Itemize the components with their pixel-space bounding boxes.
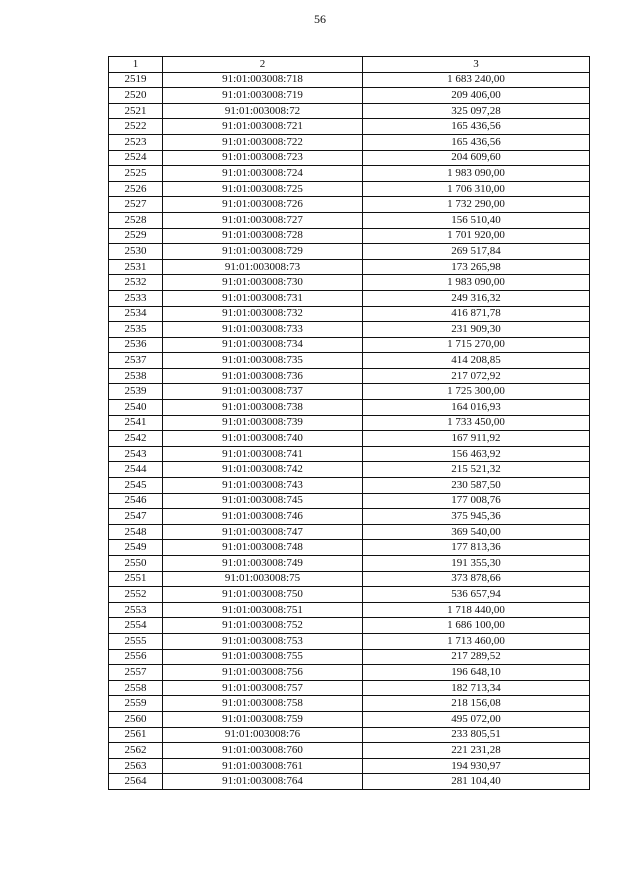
cadastral-number-cell: 91:01:003008:742 [163, 462, 363, 478]
row-number-cell: 2526 [109, 181, 163, 197]
row-number-cell: 2547 [109, 509, 163, 525]
value-cell: 173 265,98 [363, 259, 590, 275]
data-table [108, 56, 590, 790]
cadastral-number-cell: 91:01:003008:721 [163, 119, 363, 135]
table-row [109, 244, 590, 260]
value-cell: 165 436,56 [363, 134, 590, 150]
value-cell: 369 540,00 [363, 524, 590, 540]
table-row [109, 306, 590, 322]
value-cell: 269 517,84 [363, 244, 590, 260]
table-row [109, 540, 590, 556]
value-cell: 1 701 920,00 [363, 228, 590, 244]
table-row [109, 166, 590, 182]
table-row [109, 197, 590, 213]
table-row [109, 633, 590, 649]
table-row [109, 384, 590, 400]
cadastral-number-cell: 91:01:003008:747 [163, 524, 363, 540]
table-row [109, 368, 590, 384]
table-row [109, 259, 590, 275]
cadastral-number-cell: 91:01:003008:758 [163, 696, 363, 712]
row-number-cell: 2545 [109, 478, 163, 494]
table-body [109, 72, 590, 789]
value-cell: 204 609,60 [363, 150, 590, 166]
value-cell: 1 715 270,00 [363, 337, 590, 353]
table-row [109, 181, 590, 197]
row-number-cell: 2525 [109, 166, 163, 182]
value-cell: 217 072,92 [363, 368, 590, 384]
cadastral-number-cell: 91:01:003008:756 [163, 665, 363, 681]
value-cell: 182 713,34 [363, 680, 590, 696]
table-row [109, 446, 590, 462]
row-number-cell: 2560 [109, 711, 163, 727]
cadastral-number-cell: 91:01:003008:730 [163, 275, 363, 291]
value-cell: 373 878,66 [363, 571, 590, 587]
table-row [109, 556, 590, 572]
cadastral-number-cell: 91:01:003008:750 [163, 587, 363, 603]
cadastral-number-cell: 91:01:003008:751 [163, 602, 363, 618]
row-number-cell: 2536 [109, 337, 163, 353]
table-row [109, 665, 590, 681]
table-row [109, 431, 590, 447]
table-row [109, 774, 590, 790]
value-cell: 414 208,85 [363, 353, 590, 369]
table-row [109, 415, 590, 431]
row-number-cell: 2552 [109, 587, 163, 603]
row-number-cell: 2529 [109, 228, 163, 244]
table-row [109, 602, 590, 618]
value-cell: 164 016,93 [363, 400, 590, 416]
column-header: 3 [363, 57, 590, 73]
table-row [109, 462, 590, 478]
table-row [109, 150, 590, 166]
table-row [109, 337, 590, 353]
cadastral-number-cell: 91:01:003008:749 [163, 556, 363, 572]
table-row [109, 618, 590, 634]
cadastral-number-cell: 91:01:003008:718 [163, 72, 363, 88]
table-row [109, 649, 590, 665]
table-row [109, 478, 590, 494]
value-cell: 156 510,40 [363, 212, 590, 228]
value-cell: 221 231,28 [363, 743, 590, 759]
cadastral-number-cell: 91:01:003008:759 [163, 711, 363, 727]
row-number-cell: 2562 [109, 743, 163, 759]
value-cell: 1 983 090,00 [363, 166, 590, 182]
table-row [109, 103, 590, 119]
row-number-cell: 2519 [109, 72, 163, 88]
cadastral-number-cell: 91:01:003008:736 [163, 368, 363, 384]
value-cell: 1 706 310,00 [363, 181, 590, 197]
table-row [109, 727, 590, 743]
row-number-cell: 2559 [109, 696, 163, 712]
table-row [109, 353, 590, 369]
row-number-cell: 2561 [109, 727, 163, 743]
row-number-cell: 2554 [109, 618, 163, 634]
cadastral-number-cell: 91:01:003008:739 [163, 415, 363, 431]
value-cell: 1 713 460,00 [363, 633, 590, 649]
cadastral-number-cell: 91:01:003008:76 [163, 727, 363, 743]
value-cell: 536 657,94 [363, 587, 590, 603]
row-number-cell: 2557 [109, 665, 163, 681]
value-cell: 217 289,52 [363, 649, 590, 665]
cadastral-number-cell: 91:01:003008:726 [163, 197, 363, 213]
table-row [109, 509, 590, 525]
value-cell: 209 406,00 [363, 88, 590, 104]
table-row [109, 524, 590, 540]
table-row [109, 743, 590, 759]
cadastral-number-cell: 91:01:003008:760 [163, 743, 363, 759]
row-number-cell: 2537 [109, 353, 163, 369]
cadastral-number-cell: 91:01:003008:722 [163, 134, 363, 150]
value-cell: 167 911,92 [363, 431, 590, 447]
row-number-cell: 2543 [109, 446, 163, 462]
table-row [109, 571, 590, 587]
cadastral-number-cell: 91:01:003008:723 [163, 150, 363, 166]
row-number-cell: 2550 [109, 556, 163, 572]
cadastral-number-cell: 91:01:003008:753 [163, 633, 363, 649]
table-row [109, 290, 590, 306]
cadastral-number-cell: 91:01:003008:761 [163, 758, 363, 774]
row-number-cell: 2551 [109, 571, 163, 587]
table-row [109, 212, 590, 228]
cadastral-number-cell: 91:01:003008:727 [163, 212, 363, 228]
value-cell: 215 521,32 [363, 462, 590, 478]
cadastral-number-cell: 91:01:003008:725 [163, 181, 363, 197]
cadastral-number-cell: 91:01:003008:729 [163, 244, 363, 260]
value-cell: 1 725 300,00 [363, 384, 590, 400]
row-number-cell: 2544 [109, 462, 163, 478]
value-cell: 231 909,30 [363, 322, 590, 338]
row-number-cell: 2546 [109, 493, 163, 509]
value-cell: 1 983 090,00 [363, 275, 590, 291]
value-cell: 196 648,10 [363, 665, 590, 681]
cadastral-number-cell: 91:01:003008:757 [163, 680, 363, 696]
cadastral-number-cell: 91:01:003008:734 [163, 337, 363, 353]
cadastral-number-cell: 91:01:003008:728 [163, 228, 363, 244]
value-cell: 230 587,50 [363, 478, 590, 494]
row-number-cell: 2541 [109, 415, 163, 431]
cadastral-number-cell: 91:01:003008:73 [163, 259, 363, 275]
table-row [109, 711, 590, 727]
cadastral-number-cell: 91:01:003008:724 [163, 166, 363, 182]
row-number-cell: 2548 [109, 524, 163, 540]
value-cell: 1 732 290,00 [363, 197, 590, 213]
row-number-cell: 2538 [109, 368, 163, 384]
cadastral-number-cell: 91:01:003008:72 [163, 103, 363, 119]
row-number-cell: 2531 [109, 259, 163, 275]
table-row [109, 88, 590, 104]
row-number-cell: 2521 [109, 103, 163, 119]
cadastral-number-cell: 91:01:003008:733 [163, 322, 363, 338]
value-cell: 249 316,32 [363, 290, 590, 306]
cadastral-number-cell: 91:01:003008:731 [163, 290, 363, 306]
table-row [109, 275, 590, 291]
page-number: 56 [314, 12, 326, 26]
row-number-cell: 2523 [109, 134, 163, 150]
value-cell: 165 436,56 [363, 119, 590, 135]
row-number-cell: 2527 [109, 197, 163, 213]
value-cell: 218 156,08 [363, 696, 590, 712]
table-row [109, 228, 590, 244]
row-number-cell: 2558 [109, 680, 163, 696]
row-number-cell: 2563 [109, 758, 163, 774]
row-number-cell: 2535 [109, 322, 163, 338]
row-number-cell: 2528 [109, 212, 163, 228]
cadastral-number-cell: 91:01:003008:764 [163, 774, 363, 790]
cadastral-number-cell: 91:01:003008:740 [163, 431, 363, 447]
value-cell: 1 683 240,00 [363, 72, 590, 88]
cadastral-number-cell: 91:01:003008:737 [163, 384, 363, 400]
row-number-cell: 2553 [109, 602, 163, 618]
cadastral-number-cell: 91:01:003008:743 [163, 478, 363, 494]
row-number-cell: 2564 [109, 774, 163, 790]
cadastral-number-cell: 91:01:003008:745 [163, 493, 363, 509]
value-cell: 177 813,36 [363, 540, 590, 556]
cadastral-number-cell: 91:01:003008:75 [163, 571, 363, 587]
value-cell: 325 097,28 [363, 103, 590, 119]
table-row [109, 322, 590, 338]
table-row [109, 758, 590, 774]
column-header: 1 [109, 57, 163, 73]
table-row [109, 587, 590, 603]
table-header-row [109, 57, 590, 73]
cadastral-number-cell: 91:01:003008:732 [163, 306, 363, 322]
table-row [109, 493, 590, 509]
value-cell: 1 718 440,00 [363, 602, 590, 618]
cadastral-number-cell: 91:01:003008:738 [163, 400, 363, 416]
row-number-cell: 2534 [109, 306, 163, 322]
column-header: 2 [163, 57, 363, 73]
cadastral-number-cell: 91:01:003008:741 [163, 446, 363, 462]
row-number-cell: 2530 [109, 244, 163, 260]
value-cell: 416 871,78 [363, 306, 590, 322]
row-number-cell: 2533 [109, 290, 163, 306]
value-cell: 194 930,97 [363, 758, 590, 774]
table-row [109, 119, 590, 135]
value-cell: 1 686 100,00 [363, 618, 590, 634]
value-cell: 281 104,40 [363, 774, 590, 790]
cadastral-number-cell: 91:01:003008:746 [163, 509, 363, 525]
cadastral-number-cell: 91:01:003008:748 [163, 540, 363, 556]
row-number-cell: 2549 [109, 540, 163, 556]
row-number-cell: 2522 [109, 119, 163, 135]
cadastral-number-cell: 91:01:003008:719 [163, 88, 363, 104]
value-cell: 191 355,30 [363, 556, 590, 572]
table-row [109, 134, 590, 150]
value-cell: 233 805,51 [363, 727, 590, 743]
row-number-cell: 2542 [109, 431, 163, 447]
cadastral-number-cell: 91:01:003008:755 [163, 649, 363, 665]
table-row [109, 400, 590, 416]
value-cell: 156 463,92 [363, 446, 590, 462]
row-number-cell: 2540 [109, 400, 163, 416]
value-cell: 177 008,76 [363, 493, 590, 509]
cadastral-number-cell: 91:01:003008:735 [163, 353, 363, 369]
row-number-cell: 2539 [109, 384, 163, 400]
table-row [109, 72, 590, 88]
row-number-cell: 2556 [109, 649, 163, 665]
cadastral-number-cell: 91:01:003008:752 [163, 618, 363, 634]
row-number-cell: 2555 [109, 633, 163, 649]
table-row [109, 696, 590, 712]
value-cell: 1 733 450,00 [363, 415, 590, 431]
value-cell: 375 945,36 [363, 509, 590, 525]
row-number-cell: 2524 [109, 150, 163, 166]
table-row [109, 680, 590, 696]
row-number-cell: 2532 [109, 275, 163, 291]
row-number-cell: 2520 [109, 88, 163, 104]
value-cell: 495 072,00 [363, 711, 590, 727]
